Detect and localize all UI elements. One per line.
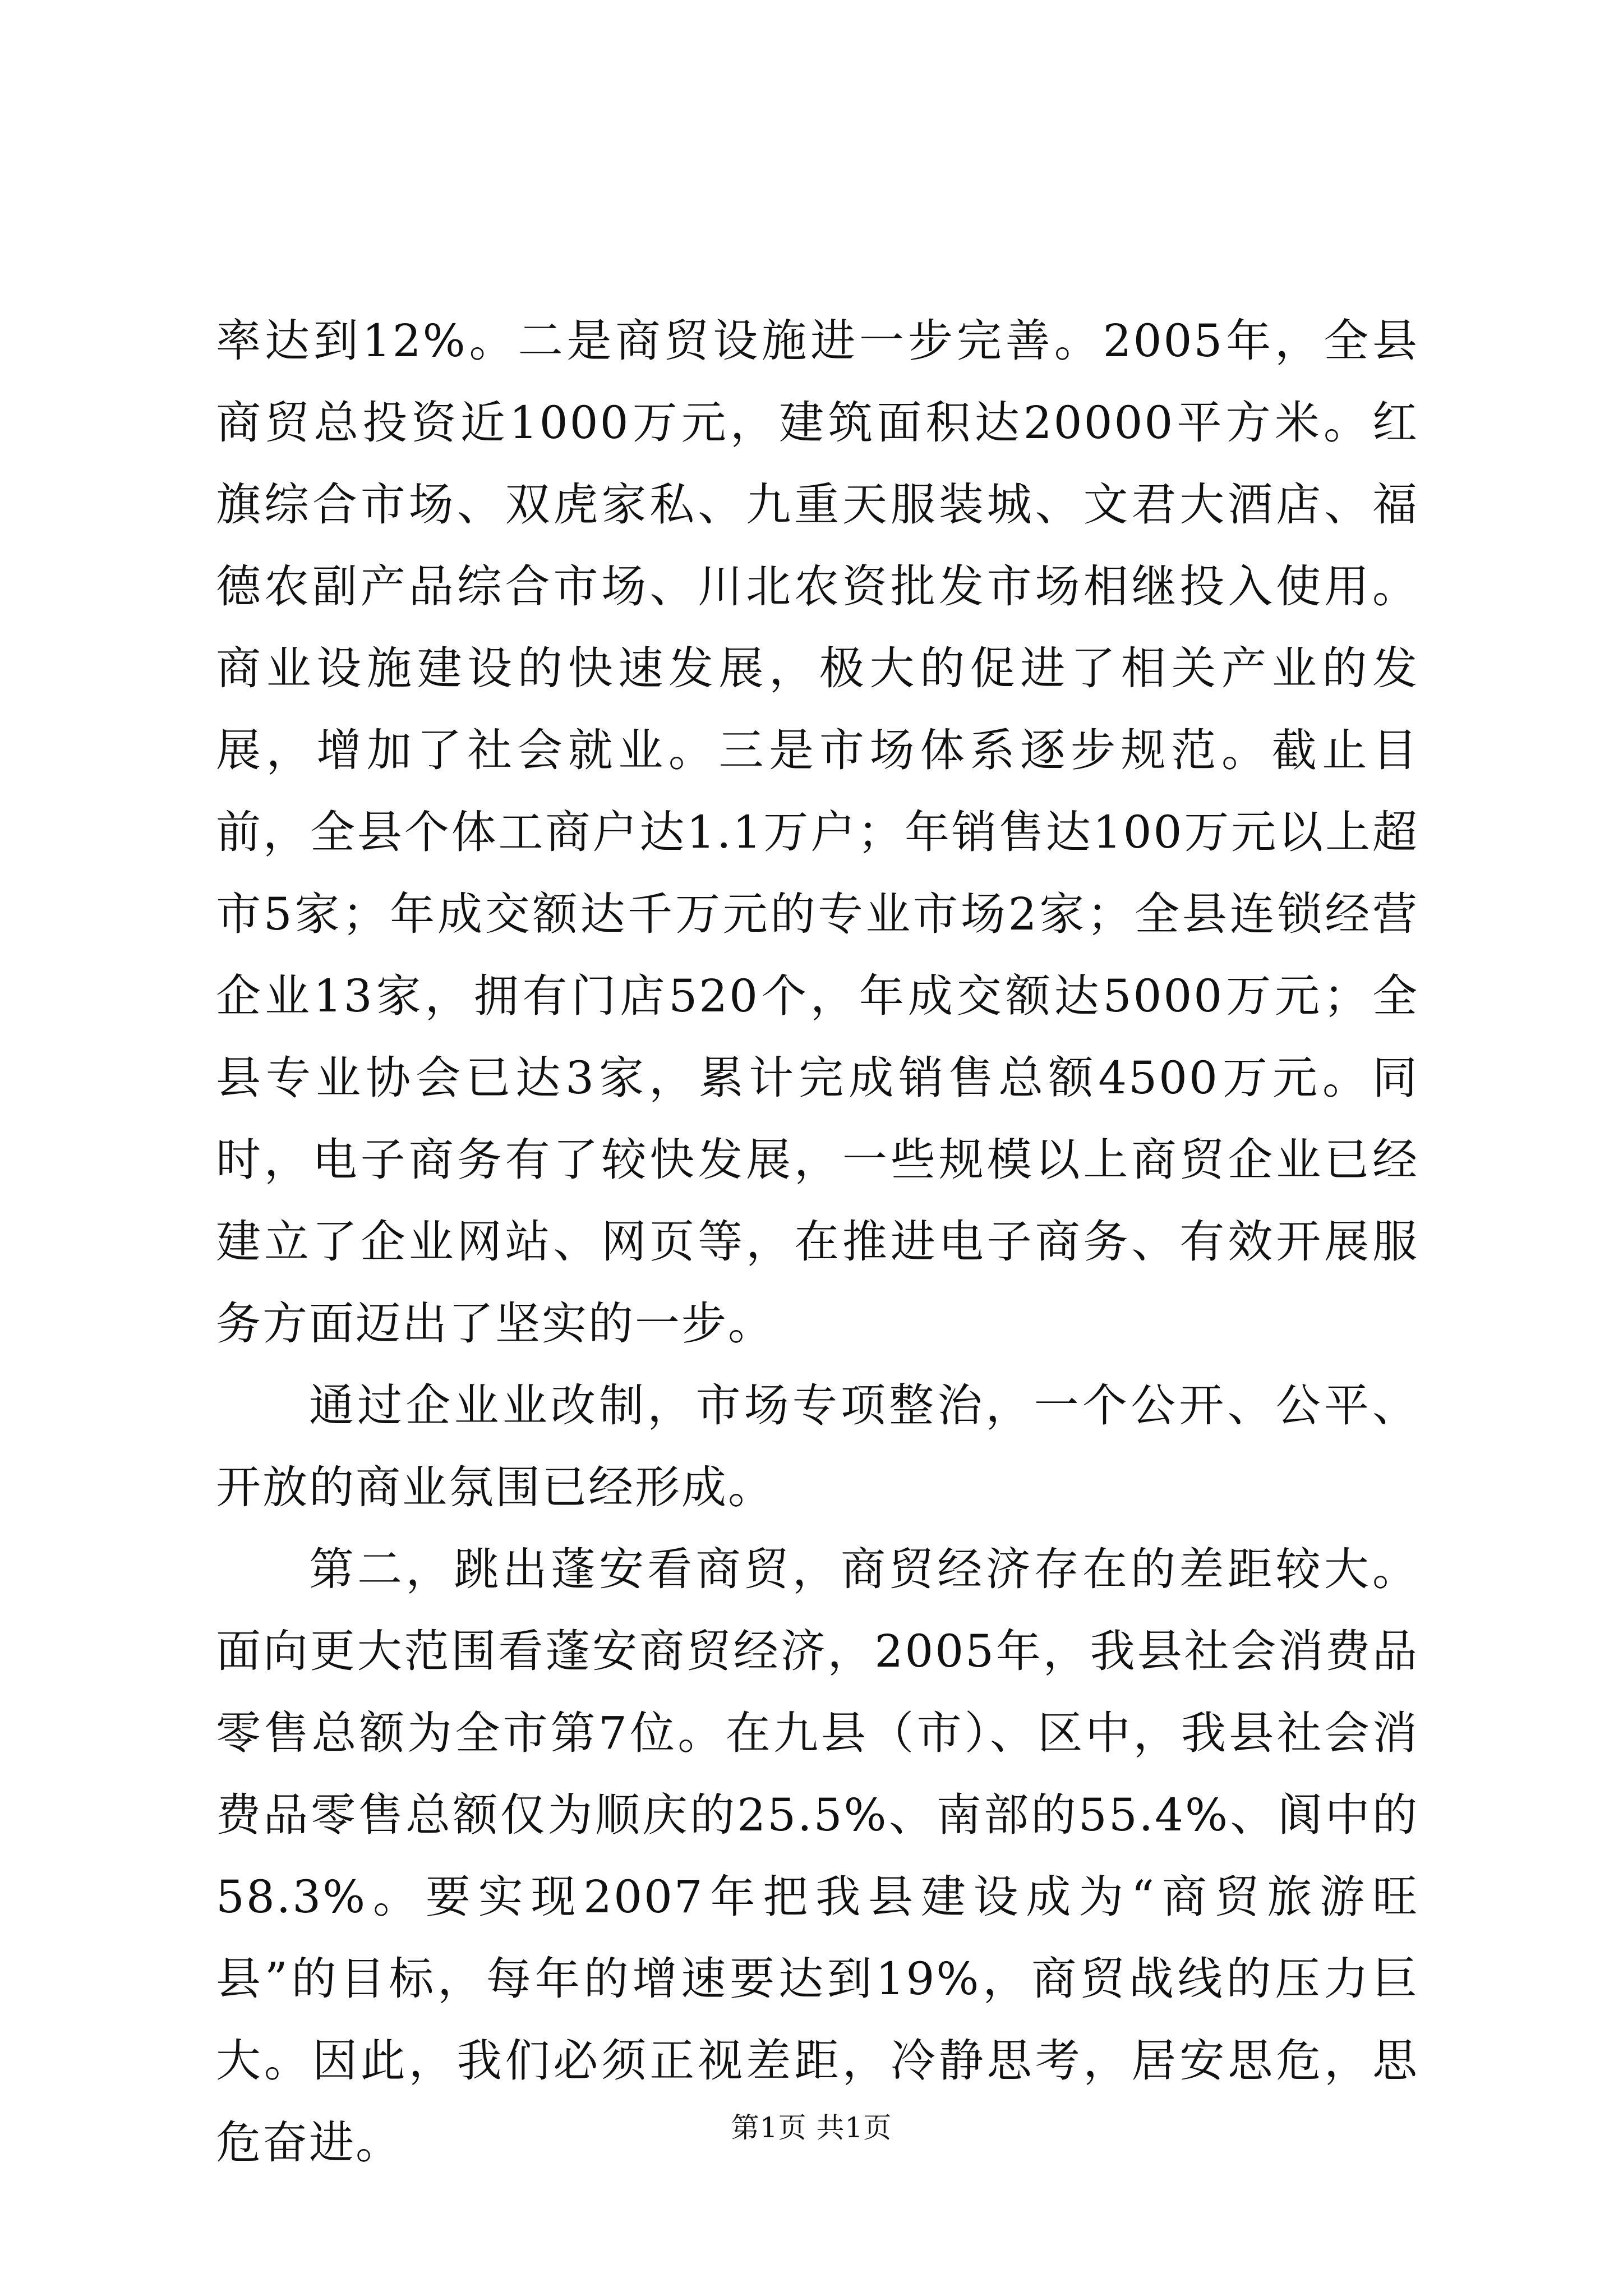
paragraph-reform: 通过企业业改制，市场专项整治，一个公开、公平、开放的商业氛围已经形成。 (216, 1379, 1419, 1513)
document-body (216, 300, 1419, 2184)
paragraph-continuation: 率达到12%。二是商贸设施进一步完善。2005年，全县商贸总投资近1000万元，建筑面积达20000平方米。红旗综合市场、双虎家私、九重天服装城、文君大酒店、福德农副产品综合市场、川北农资批发市场相继投入使用。商业设施建设的快速发展，极大的促进了相关产业的发展，增加了社会就业。三是市场体系逐步规范。截止目前，全县个体工商户达1.1万户；年销售达100万元以上超市5家；年成交额达千万元的专业市场2家；全县连锁经营企业13家，拥有门店520个，年成交额达5000万元；全县专业协会已达3家，累计完成销售总额4500万元。同时，电子商务有了较快发展，一些规模以上商贸企业已经建立了企业网站、网页等，在推进电子商务、有效开展服务方面迈出了坚实的一步。 (216, 315, 1419, 1350)
page-footer: 第1页 共1页 (731, 2111, 892, 2144)
paragraph-gap-analysis: 第二，跳出蓬安看商贸，商贸经济存在的差距较大。面向更大范围看蓬安商贸经济，2005年，我县社会消费品零售总额为全市第7位。在九县（市）、区中，我县社会消费品零售总额仅为顺庆的25.5%、南部的55.4%、阆中的58.3%。要实现2007年把我县建设成为“商贸旅游旺县”的目标，每年的增速要达到19%，商贸战线的压力巨大。因此，我们必须正视差距，冷静思考，居安思危，思危奋进。 (216, 1543, 1419, 2169)
